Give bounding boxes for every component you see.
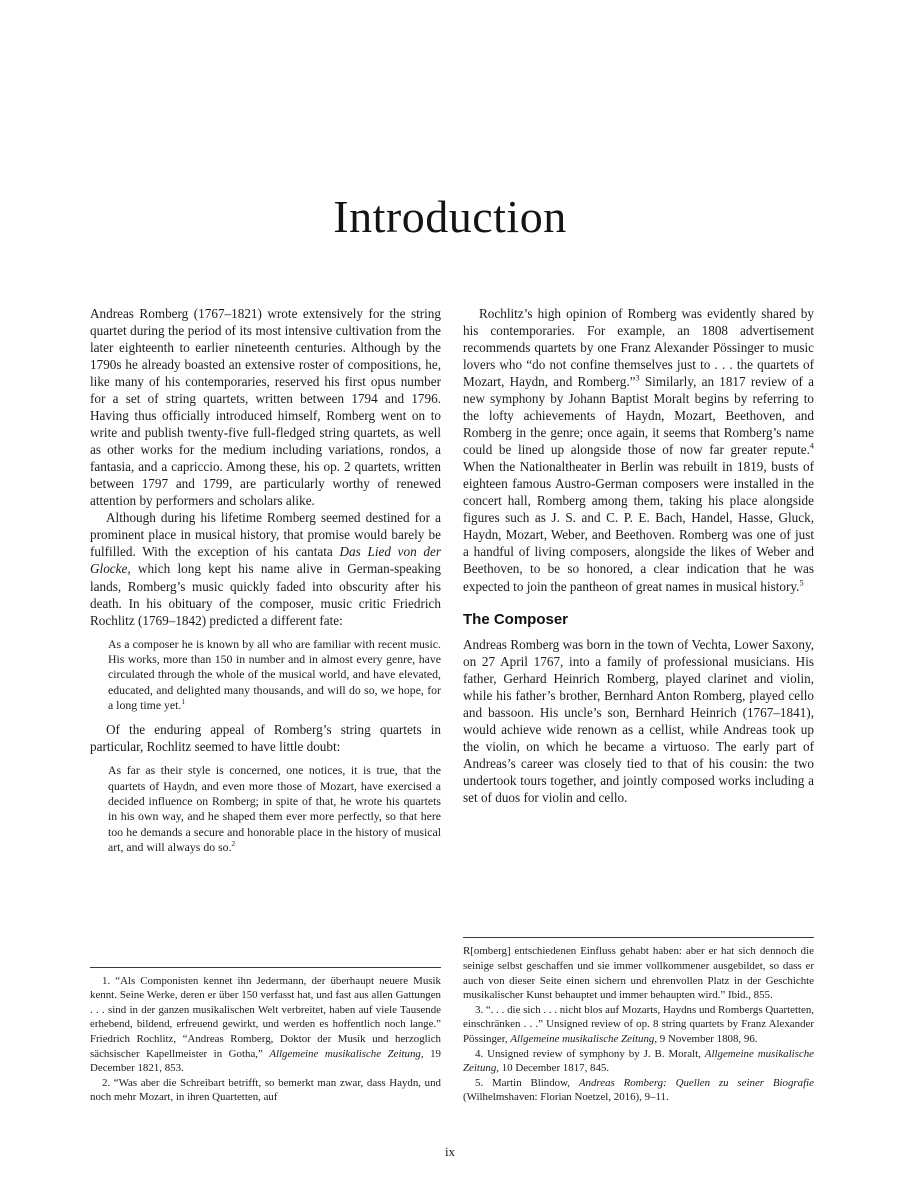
section-heading-the-composer: The Composer — [463, 610, 569, 628]
text-segment: When the Nationaltheater in Berlin was rebuilt in 1819, busts of eighteen famous Austro-German composers were installed in the concert hall, Romberg among them, taking his place alongside figures such as J. S. and C. P. E. Bach, Handel, Hasse, Gluck, Haydn, Mozart, Weber, and Beethoven. Romberg was one of just a handful of living composers, alongside the likes of Weber and Beethoven, to be so honored, a clear indication that he was expected to join the pantheon of great names in musical history. — [463, 459, 814, 594]
book-title-italic: Andreas Romberg: Quellen zu seiner Biografie — [578, 1076, 814, 1089]
footnote-text: , 9 November 1808, 96. — [654, 1032, 758, 1045]
right-column-body — [463, 305, 814, 806]
page-title: Introduction — [333, 191, 567, 242]
footnote-text: , 10 December 1817, 845. — [496, 1062, 610, 1075]
quote-text: As a composer he is known by all who are familiar with recent music. His works, more than 150 in number and in almost every genre, have circulated through the whole of the musical world, and have elevated, educated, and delighted many thousands, and will do so, we hope, for a long time yet. — [108, 636, 441, 712]
footnote-3 — [463, 1003, 814, 1047]
paragraph-opening: Andreas Romberg (1767–1821) wrote extensively for the string quartet during the period of its most intensive cultivation from the later eighteenth to earlier nineteenth centuries. Although by the 1790s he already boasted an extensive roster of compositions, he, like many of his contemporaries, reserved his first opus number for a set of string quartets, written between 1794 and 1796. Having thus officially introduced himself, Romberg went on to write and publish twenty-five full-fledged string quartets, as well as other works for the medium including variations, rondos, a fantasia, and a capriccio. Among these, his op. 2 quartets, written between 1797 and 1799, are particularly worthy of renewed attention by performers and scholars alike. — [90, 306, 441, 509]
journal-title-italic: Allgemeine musikalische Zeitung — [463, 1047, 814, 1075]
footnote-4 — [463, 1047, 814, 1076]
footnote-1 — [90, 974, 441, 1076]
left-column-body — [90, 305, 441, 855]
paragraph-legacy — [90, 509, 441, 628]
two-column-layout — [90, 305, 815, 1105]
right-column — [463, 305, 814, 1105]
footnote-ref-5: 5 — [799, 578, 804, 588]
text-segment: Although during his lifetime Romberg seemed destined for a prominent place in musical history, that promise would barely be fulfilled. With the exception of his cantata — [90, 510, 441, 560]
footnote-rule — [463, 937, 814, 938]
paragraph-biography: Andreas Romberg was born in the town of Vechta, Lower Saxony, on 27 April 1767, into a family of professional musicians. His father, Gerhard Heinrich Romberg, played clarinet and violin, while his father’s brother, Bernhard Anton Romberg, played cello and bassoon. His uncle’s son, Bernhard Heinrich (1767–1841), would achieve wide renown as a cellist, while Andreas took up the violin, on which he became a virtuoso. The early part of Andreas’s career was closely tied to that of his cousin: the two undertook tours together, and jointly composed works including a set of duos for violin and cello. — [463, 636, 814, 806]
work-title-italic: Das Lied von der Glocke, — [90, 544, 441, 577]
footnote-2: 2. “Was aber die Schreibart betrifft, so bemerkt man zwar, dass Haydn, und noch mehr Mozart, in ihren Quartetten, auf — [90, 1076, 441, 1104]
footnote-ref-1: 1 — [181, 696, 186, 706]
text-segment: Similarly, an 1817 review of a new symphony by Johann Baptist Moralt begins by referring to the lofty achievements of Haydn, Mozart, Beethoven, and Romberg in the genre; once again, it seems that Romberg’s name could be lined up alongside those of now far greater repute. — [463, 374, 814, 458]
paragraph-quartets-appeal: Of the enduring appeal of Romberg’s string quartets in particular, Rochlitz seemed to have little doubt: — [90, 722, 441, 755]
footnote-text: 5. Martin Blindow, — [475, 1076, 579, 1089]
text-segment: which long kept his name alive in German-speaking lands, Romberg’s music quickly faded into obscurity after his death. In his obituary of the composer, music critic Friedrich Rochlitz (1769–1842) predicted a different fate: — [90, 561, 441, 628]
footnote-text: 1. “Als Componisten kennet ihn Jedermann, der überhaupt neuere Musik kennt. Seine Werke, deren er über 150 verfasst hat, und fast aus allen Gattungen . . . sind in der ganzen musikalischen Welt verbreitet, haben auf viele Tausende erhebend, bildend, erfreuend gewirkt, und werden es hoffentlich noch lange.” Friedrich Rochlitz, “Andreas Romberg, Doktor der Musik und herzoglich sächsischer Kapellmeister in Gotha,” — [90, 974, 441, 1060]
journal-title-italic: Allgemeine musikalische Zeitung — [269, 1047, 421, 1060]
footnotes-right — [463, 937, 814, 1105]
footnote-2-continuation: R[omberg] entschiedenen Einfluss gehabt haben: aber er hat sich dennoch die seinige selbst geschaffen und sie immer vollkommener ausgebildet, so dass er auch von dieser Seite einen sichern und ehrenvollen Platz in der Geschichte musikalischer Kunst behauptet und immer behaupten wird.” Ibid., 855. — [463, 945, 814, 1002]
block-quote-rochlitz-2 — [108, 763, 441, 855]
footnote-ref-3: 3 — [635, 373, 640, 383]
text-segment: Rochlitz’s high opinion of Romberg was evidently shared by his contemporaries. For example, an 1808 advertisement recommends quartets by one Franz Alexander Pössinger to music lovers who “do not confine themselves just to . . . the quartets of Mozart, Haydn, and Romberg.” — [463, 306, 814, 390]
quote-text: As far as their style is concerned, one notices, it is true, that the quartets of Haydn, and even more those of Mozart, have exercised a decided influence on Romberg; in spite of that, he wrote his quartets in his own way, and he shaped them ever more perfectly, so that here too he demands a secure and honorable place in the history of musical art, and will always do so. — [108, 763, 441, 854]
footnotes-left — [90, 967, 441, 1105]
journal-title-italic: Allgemeine musikalische Zeitung — [510, 1032, 655, 1045]
footnote-text: 3. “. . . die sich . . . nicht blos auf Mozarts, Haydns und Rombergs Quartetten, einschränken . . .” Unsigned review of op. 8 string quartets by Franz Alexander Pössinger, — [463, 1003, 814, 1045]
footnote-text: 4. Unsigned review of symphony by J. B. Moralt, — [475, 1047, 705, 1060]
footnote-ref-2: 2 — [231, 839, 236, 849]
footnote-text: (Wilhelmshaven: Florian Noetzel, 2016), 9–11. — [463, 1091, 669, 1104]
paragraph-reputation — [463, 305, 814, 595]
page-number: ix — [444, 1144, 456, 1159]
left-column — [90, 305, 441, 1105]
footnote-ref-4: 4 — [809, 441, 814, 451]
footnote-rule — [90, 967, 441, 968]
footnote-text: , 19 December 1821, 853. — [90, 1047, 441, 1075]
block-quote-rochlitz-1 — [108, 637, 441, 714]
footnote-5 — [463, 1076, 814, 1105]
